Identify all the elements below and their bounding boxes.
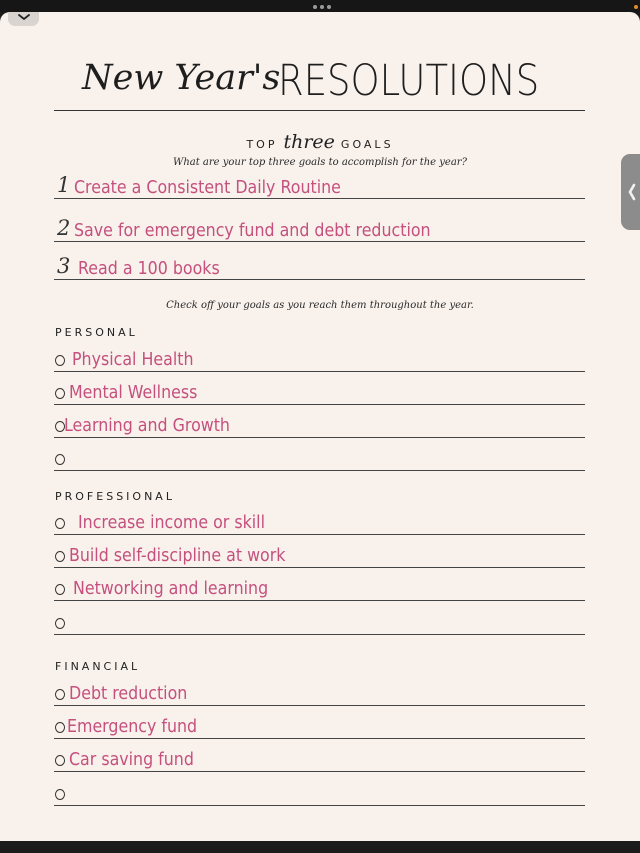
divider bbox=[54, 404, 585, 405]
checklist-item[interactable] bbox=[54, 578, 585, 601]
goal-number: 1 bbox=[57, 173, 71, 197]
checkbox-circle-icon[interactable] bbox=[55, 689, 65, 700]
checkbox-circle-icon[interactable] bbox=[55, 789, 65, 800]
checklist-item-text: Learning and Growth bbox=[64, 415, 230, 436]
divider bbox=[54, 371, 585, 372]
title-divider bbox=[54, 110, 585, 111]
divider bbox=[54, 567, 585, 568]
chevron-left-icon bbox=[627, 182, 637, 202]
notebook-page bbox=[0, 12, 640, 841]
goal-text: Create a Consistent Daily Routine bbox=[74, 177, 341, 198]
divider bbox=[54, 634, 585, 635]
goal-text: Save for emergency fund and debt reduction bbox=[74, 220, 431, 241]
goal-row-3[interactable] bbox=[54, 252, 585, 280]
checklist-item[interactable] bbox=[54, 545, 585, 568]
checklist-item[interactable] bbox=[54, 749, 585, 772]
heading-word-goals: GOALS bbox=[340, 138, 394, 151]
divider bbox=[54, 437, 585, 438]
goals-question: What are your top three goals to accomplish for the year? bbox=[173, 157, 467, 168]
divider bbox=[54, 705, 585, 706]
checkbox-circle-icon[interactable] bbox=[55, 584, 65, 595]
page-title bbox=[54, 52, 585, 110]
checklist-item[interactable] bbox=[54, 682, 585, 706]
checklist-item-text: Mental Wellness bbox=[69, 382, 198, 403]
checklist-item[interactable] bbox=[54, 347, 585, 372]
chevron-down-icon bbox=[17, 13, 31, 21]
divider bbox=[54, 600, 585, 601]
checkbox-circle-icon[interactable] bbox=[55, 388, 65, 399]
goal-number: 2 bbox=[57, 216, 71, 240]
checklist-item[interactable] bbox=[54, 448, 585, 471]
section-label-personal: PERSONAL bbox=[55, 326, 138, 339]
section-label-financial: FINANCIAL bbox=[55, 660, 141, 673]
top-goals-heading bbox=[0, 131, 640, 153]
checklist-item-text: Car saving fund bbox=[69, 749, 194, 770]
divider bbox=[54, 534, 585, 535]
checklist-item[interactable] bbox=[54, 716, 585, 739]
checkbox-circle-icon[interactable] bbox=[55, 618, 65, 629]
checklist-item-text: Debt reduction bbox=[69, 683, 188, 704]
section-label-professional: PROFESSIONAL bbox=[55, 490, 175, 503]
checkbox-circle-icon[interactable] bbox=[55, 355, 65, 366]
divider bbox=[54, 771, 585, 772]
collapse-toolbar-button[interactable] bbox=[8, 12, 39, 26]
checklist-item[interactable] bbox=[54, 783, 585, 806]
checklist-item[interactable] bbox=[54, 612, 585, 635]
goal-row-1[interactable] bbox=[54, 172, 585, 199]
checklist-item[interactable] bbox=[54, 382, 585, 405]
checklist-item-text: Increase income or skill bbox=[78, 512, 265, 533]
divider bbox=[54, 279, 585, 280]
divider bbox=[54, 805, 585, 806]
checkbox-circle-icon[interactable] bbox=[55, 722, 65, 733]
divider bbox=[54, 241, 585, 242]
heading-word-top: TOP bbox=[246, 138, 278, 151]
divider bbox=[54, 198, 585, 199]
title-script: New Year's bbox=[82, 58, 281, 98]
multitask-dots-icon[interactable] bbox=[313, 5, 331, 9]
recording-indicator-icon bbox=[634, 5, 638, 9]
checklist-item-text: Networking and learning bbox=[73, 578, 269, 599]
checklist-item[interactable] bbox=[54, 511, 585, 535]
checklist-item[interactable] bbox=[54, 415, 585, 438]
title-caps: RESOLUTIONS bbox=[278, 56, 540, 106]
checkbox-circle-icon[interactable] bbox=[55, 518, 65, 529]
bottom-bar bbox=[0, 841, 640, 853]
divider bbox=[54, 470, 585, 471]
checklist-note: Check off your goals as you reach them throughout the year. bbox=[166, 300, 474, 311]
goal-row-2[interactable] bbox=[54, 212, 585, 242]
checkbox-circle-icon[interactable] bbox=[55, 755, 65, 766]
checkbox-circle-icon[interactable] bbox=[55, 454, 65, 465]
status-bar bbox=[0, 0, 640, 12]
heading-word-three: three bbox=[283, 131, 335, 153]
checklist-item-text: Physical Health bbox=[72, 349, 194, 370]
goal-number: 3 bbox=[57, 254, 71, 278]
goal-text: Read a 100 books bbox=[78, 258, 220, 279]
checklist-item-text: Build self-discipline at work bbox=[69, 545, 286, 566]
checklist-item-text: Emergency fund bbox=[67, 716, 198, 737]
divider bbox=[54, 738, 585, 739]
checkbox-circle-icon[interactable] bbox=[55, 551, 65, 562]
